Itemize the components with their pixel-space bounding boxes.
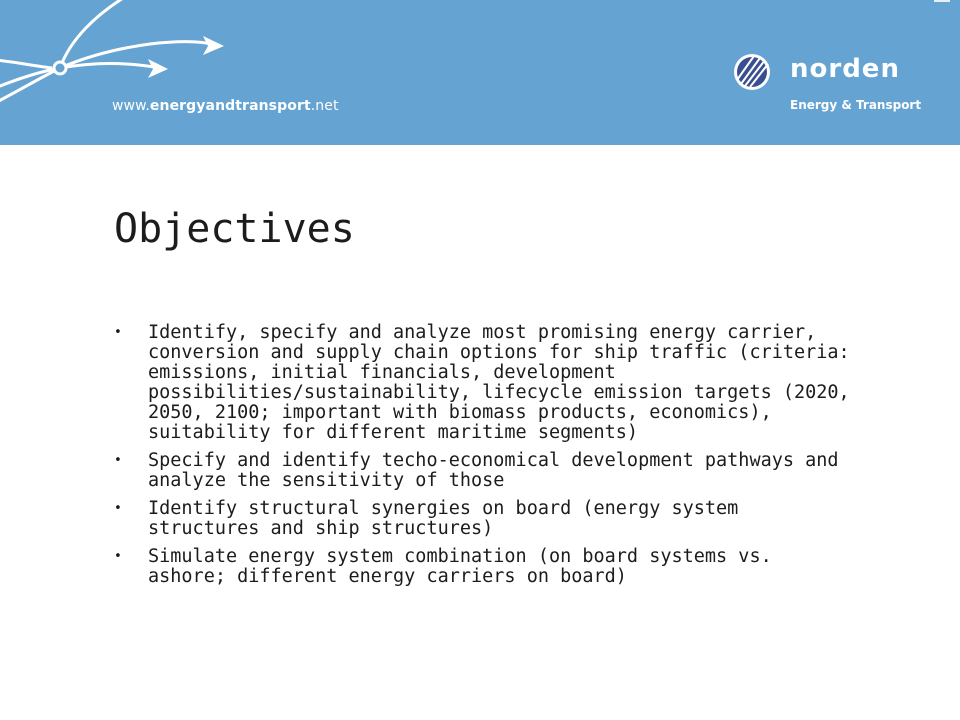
bullet-item xyxy=(114,547,854,587)
brand-tagline: Energy & Transport xyxy=(790,98,922,112)
bullet-icon: • xyxy=(114,501,122,516)
bullet-icon: • xyxy=(114,325,122,340)
corner-mark xyxy=(934,0,950,2)
website-url: www.energyandtransport.net xyxy=(112,98,339,114)
bullet-item xyxy=(114,499,854,539)
bullet-list xyxy=(114,323,854,595)
bullet-icon: • xyxy=(114,549,122,564)
slide-title: Objectives xyxy=(114,206,355,252)
norden-logo-icon xyxy=(734,54,770,90)
bullet-item xyxy=(114,451,854,491)
bullet-text: Identify structural synergies on board (energy system structures and ship structures) xyxy=(148,498,739,539)
bullet-item xyxy=(114,323,854,443)
bullet-text: Specify and identify techo-economical development pathways and analyze the sensitivity of those xyxy=(148,450,839,491)
bullet-text: Simulate energy system combination (on board systems vs. ashore; different energy carriers on board) xyxy=(148,546,772,587)
bullet-icon: • xyxy=(114,453,122,468)
brand-name: norden xyxy=(790,54,900,84)
bullet-text: Identify, specify and analyze most promising energy carrier, conversion and supply chain options for ship traffic (criteria: emissions, initial financials, development possibilities/sustainability, lifecycle emission targets (2020, 2050, 2100; important with biomass products, economics), suitability for different maritime segments) xyxy=(148,322,850,443)
